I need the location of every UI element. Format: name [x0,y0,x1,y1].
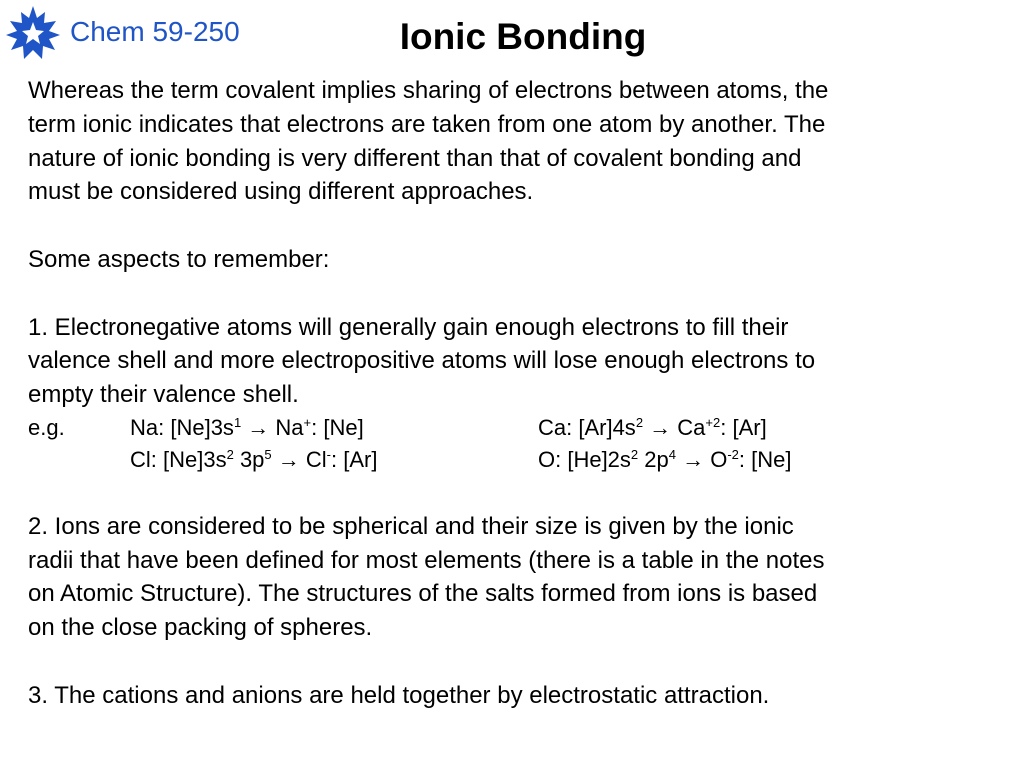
example-chlorine: Cl: $[Ne]3s^2$ $3p^5 \to Cl^-$: [Ar] [130,446,378,472]
intro-line: nature of ionic bonding is very different than that of covalent bonding and [28,144,802,172]
point-2-line: on the close packing of spheres. [28,614,373,642]
aspects-heading: Some aspects to remember: [28,245,330,273]
example-sodium: Na: $[Ne]3s^1 \to Na^+$: [Ne] [130,414,364,440]
slide-body [28,74,1018,713]
intro-line: Whereas the term covalent implies sharing of electrons between atoms, the [28,77,829,104]
point-3: 3. The cations and anions are held together by electrostatic attraction. [28,681,770,709]
point-2-line: radii that have been defined for most elements (there is a table in the notes [28,546,825,574]
page-title: Ionic Bonding [399,16,647,57]
intro-line: must be considered using different approaches. [28,178,534,206]
point-2-line: 2. Ions are considered to be spherical and their size is given by the ionic [28,512,794,540]
example-oxygen: O: $[He]2s^2$ $2p^4 \to O^{-2}$: [Ne] [538,446,792,472]
arrow-icon: → [649,414,672,440]
example-row-2 [28,444,1018,476]
arrow-icon: → [682,446,705,472]
example-calcium: Ca: $[Ar]4s^2 \to Ca^{+2}$: [Ar] [538,414,767,440]
course-label: Chem 59-250 [70,16,240,47]
point-1-line: valence shell and more electropositive atoms will lose enough electrons to [28,347,816,375]
example-row-1 [28,412,1018,444]
example-label: e.g. [28,414,65,440]
point-2-line: on Atomic Structure). The structures of the salts formed from ions is based [28,580,818,608]
point-1-line: 1. Electronegative atoms will generally gain enough electrons to fill their [28,313,789,341]
arrow-icon: → [277,446,300,472]
point-1-line: empty their valence shell. [28,381,299,409]
intro-line: term ionic indicates that electrons are taken from one atom by another. The [28,110,826,138]
arrow-icon: → [247,414,270,440]
